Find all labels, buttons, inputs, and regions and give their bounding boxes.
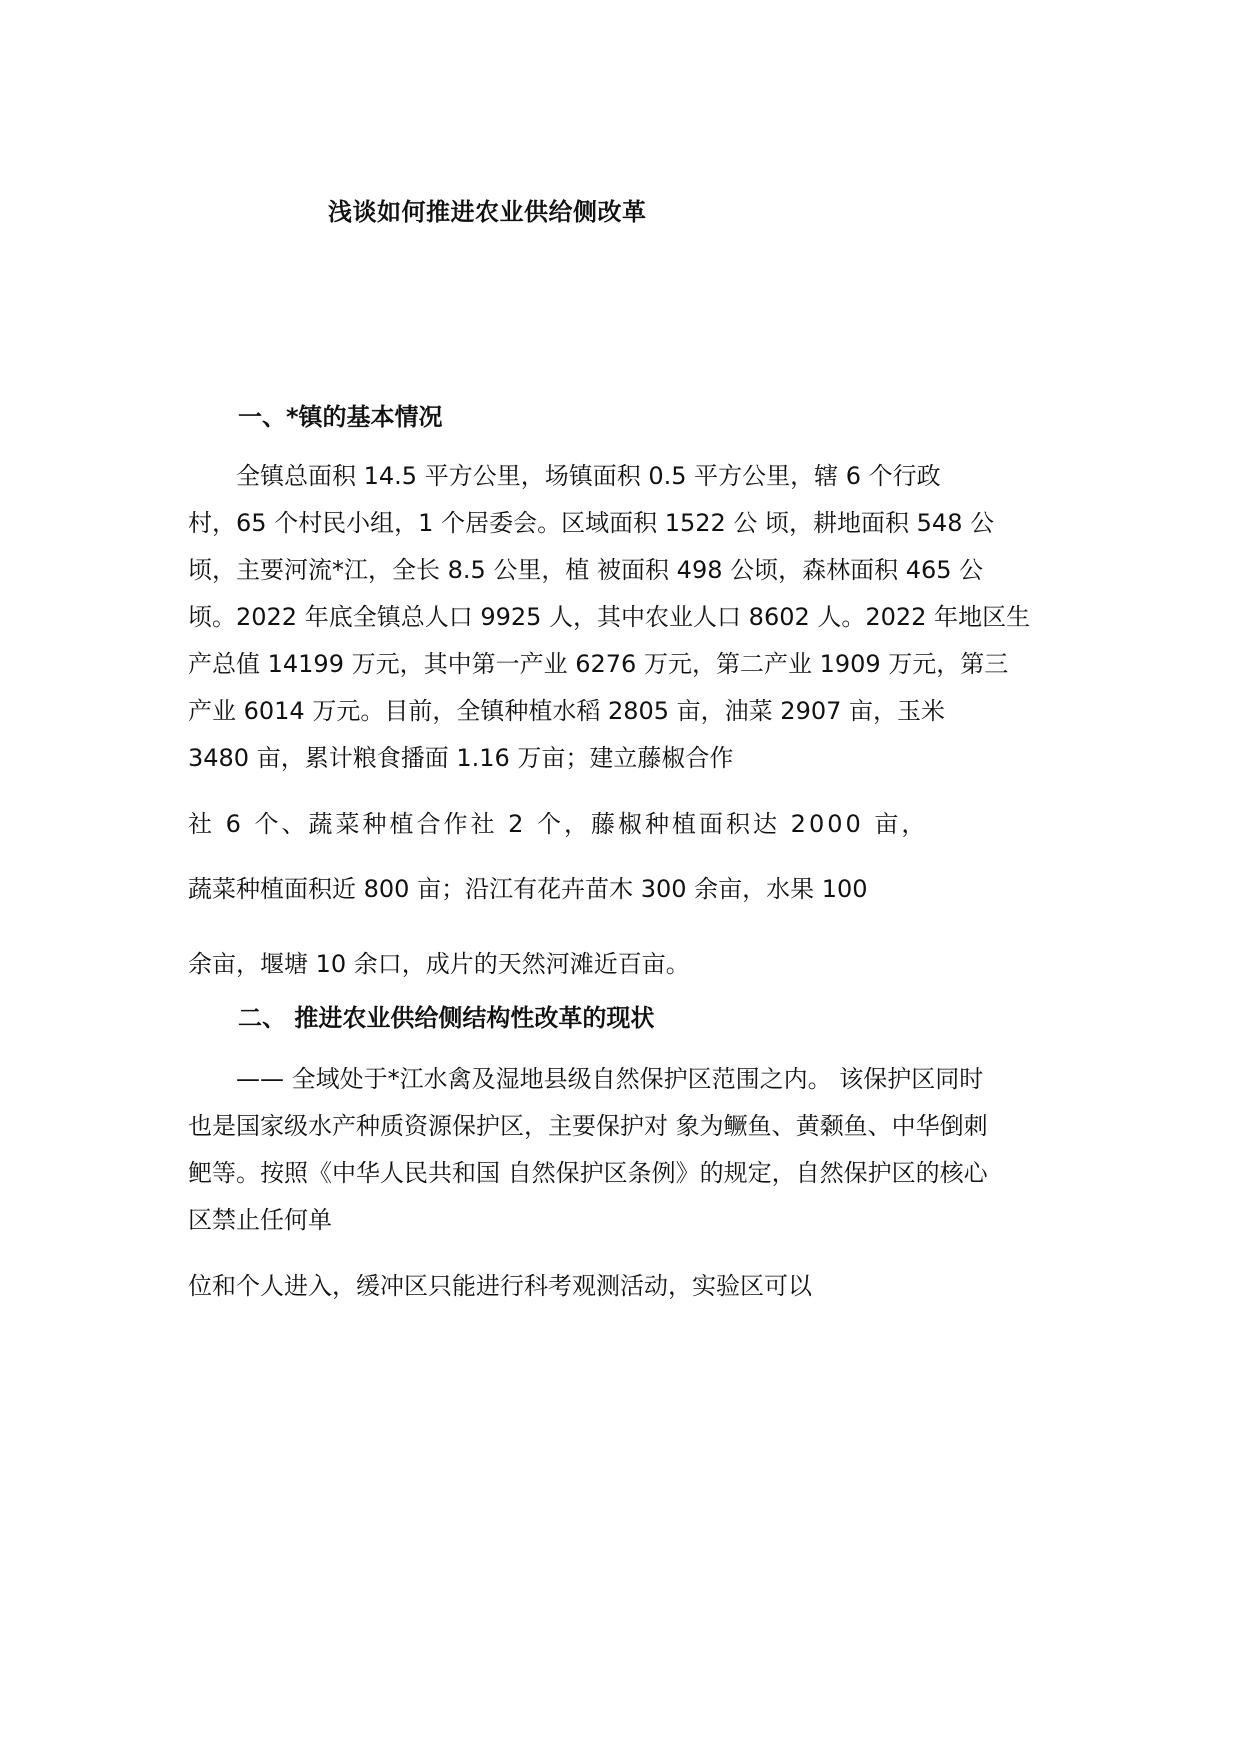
paragraph-line: 产业 6014 万元。目前，全镇种植水稻 2805 亩，油菜 2907 亩，玉米: [188, 697, 946, 725]
section-2-heading: 二、 推进农业供给侧结构性改革的现状: [238, 1004, 655, 1032]
section-1-heading: 一、*镇的基本情况: [238, 403, 443, 431]
paragraph-line: 鲃等。按照《中华人民共和国 自然保护区条例》的规定，自然保护区的核心: [188, 1159, 988, 1187]
paragraph-line: 产总值 14199 万元，其中第一产业 6276 万元，第二产业 1909 万元，第三: [188, 650, 1009, 678]
paragraph-line: 全镇总面积 14.5 平方公里，场镇面积 0.5 平方公里，辖 6 个行政: [236, 462, 941, 490]
paragraph-line: 位和个人进入，缓冲区只能进行科考观测活动，实验区可以: [188, 1272, 812, 1300]
document-title: 浅谈如何推进农业供给侧改革: [328, 198, 647, 226]
paragraph-line: 村，65 个村民小组，1 个居委会。区域面积 1522 公 顷，耕地面积 548 公: [188, 509, 995, 537]
paragraph-line: 3480 亩，累计粮食播面 1.16 万亩；建立藤椒合作: [188, 744, 734, 772]
paragraph-line: 区禁止任何单: [188, 1206, 332, 1234]
paragraph-line: 余亩，堰塘 10 余口，成片的天然河滩近百亩。: [188, 950, 690, 978]
paragraph-line: 顷，主要河流*江，全长 8.5 公里，植 被面积 498 公顷，森林面积 465 公: [188, 556, 984, 584]
paragraph-line: 也是国家级水产种质资源保护区，主要保护对 象为鳜鱼、黄颡鱼、中华倒刺: [188, 1112, 988, 1140]
paragraph-line: 顷。2022 年底全镇总人口 9925 人，其中农业人口 8602 人。2022 年地区生: [188, 603, 1031, 631]
paragraph-line: —— 全域处于*江水禽及湿地县级自然保护区范围之内。 该保护区同时: [236, 1065, 984, 1093]
paragraph-line: 蔬菜种植面积近 800 亩；沿江有花卉苗木 300 余亩，水果 100: [188, 875, 868, 903]
paragraph-line: 社 6 个、蔬菜种植合作社 2 个，藤椒种植面积达 2000 亩，: [188, 810, 929, 838]
